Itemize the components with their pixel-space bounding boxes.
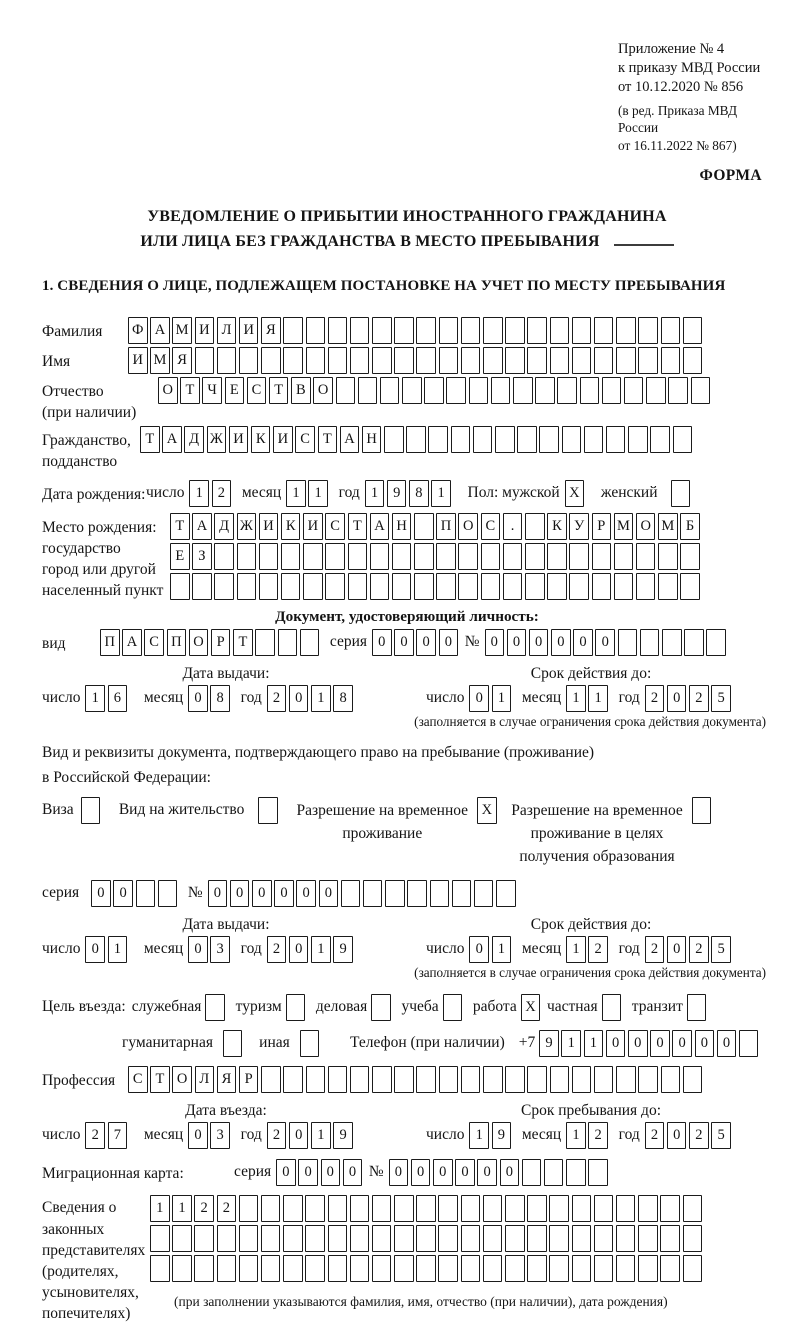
- gender-male-checkbox[interactable]: X: [565, 480, 587, 507]
- residence-series-boxes[interactable]: 0 0: [91, 880, 180, 907]
- stay-until-month[interactable]: 1 2: [566, 1122, 610, 1149]
- gender-male-label: Пол: мужской: [467, 484, 560, 502]
- identity-doc-heading: Документ, удостоверяющий личность:: [275, 608, 539, 626]
- title-underline: [614, 230, 674, 246]
- purpose-humanitarian-checkbox[interactable]: [223, 1030, 245, 1057]
- entry-day[interactable]: 2 7: [85, 1122, 129, 1149]
- identity-expiry-group: [426, 685, 772, 712]
- citizenship-row: [42, 426, 772, 472]
- migration-number-boxes[interactable]: 0 0 0 0 0 0: [389, 1159, 611, 1186]
- patronymic-label: [42, 377, 158, 423]
- birthplace-label-line: город или другой: [42, 561, 156, 579]
- annex-line: от 10.12.2020 № 856: [618, 78, 744, 95]
- purpose-label: Цель въезда:: [42, 998, 126, 1016]
- representatives-boxes-column: [150, 1193, 705, 1310]
- representatives-label-line: Сведения о: [42, 1199, 117, 1217]
- migration-series-label: серия: [234, 1163, 272, 1181]
- annex-line: к приказу МВД России: [618, 59, 761, 76]
- identity-expiry-year[interactable]: 2 0 2 5: [645, 685, 734, 712]
- representatives-label-line: усыновителях,: [42, 1283, 139, 1301]
- representatives-boxes-row2[interactable]: [150, 1225, 705, 1252]
- residence-expiry-year[interactable]: 2 0 2 5: [645, 936, 734, 963]
- month-label: месяц: [241, 484, 282, 502]
- birthplace-label: [42, 513, 170, 601]
- residence-series-row: [42, 880, 772, 907]
- residence-intro-line1: Вид и реквизиты документа, подтверждающего право на пребывание (проживание): [42, 744, 595, 762]
- option-visa: [42, 797, 103, 824]
- annex-header: [618, 40, 772, 154]
- form-title-line2-wrap: [42, 230, 772, 255]
- purpose-study-label: учеба: [401, 998, 439, 1016]
- purpose-tourism-checkbox[interactable]: [286, 994, 308, 1021]
- entry-year[interactable]: 2 0 1 9: [267, 1122, 356, 1149]
- month-label: месяц: [143, 940, 184, 958]
- year-label: год: [618, 689, 640, 707]
- stay-until-day[interactable]: 1 9: [469, 1122, 513, 1149]
- temp-residence-education-label-line: получения образования: [519, 848, 675, 866]
- residence-permit-checkbox[interactable]: [258, 797, 280, 824]
- birthdate-row: [42, 480, 772, 507]
- gender-female-label: женский: [600, 484, 658, 502]
- stay-until-group: [426, 1122, 772, 1149]
- surname-row: [42, 317, 772, 344]
- identity-issue-block: [42, 658, 410, 712]
- birthdate-label: Дата рождения:: [42, 486, 146, 504]
- annex-edition-line: от 16.11.2022 № 867): [618, 137, 737, 153]
- option-temp-residence-education: [511, 797, 714, 869]
- purpose-transit-label: транзит: [631, 998, 683, 1016]
- residence-issue-group: [42, 936, 410, 963]
- identity-doc-row: [42, 629, 772, 656]
- residence-issue-month[interactable]: 0 3: [188, 936, 232, 963]
- representatives-boxes-row3[interactable]: [150, 1255, 705, 1282]
- residence-expiry-day[interactable]: 0 1: [469, 936, 513, 963]
- identity-expiry-day[interactable]: 0 1: [469, 685, 513, 712]
- residence-expiry-block: [410, 909, 772, 963]
- identity-expiry-heading: Срок действия до:: [530, 665, 652, 683]
- day-label: число: [426, 1126, 465, 1144]
- year-label: год: [240, 689, 262, 707]
- identity-series-boxes[interactable]: 0 0 0 0: [372, 629, 461, 656]
- residence-expiry-note: (заполняется в случае ограничения срока действия документа): [414, 965, 766, 981]
- day-label: число: [426, 689, 465, 707]
- year-label: год: [338, 484, 360, 502]
- purpose-other-checkbox[interactable]: [300, 1030, 322, 1057]
- day-label: число: [426, 940, 465, 958]
- temp-residence-education-checkbox[interactable]: [692, 797, 714, 824]
- year-label: год: [240, 1126, 262, 1144]
- form-title: [42, 205, 772, 255]
- purpose-work-checkbox[interactable]: X: [521, 994, 543, 1021]
- form-title-line2: ИЛИ ЛИЦА БЕЗ ГРАЖДАНСТВА В МЕСТО ПРЕБЫВАНИЯ: [140, 232, 600, 250]
- representatives-label-line: законных: [42, 1220, 105, 1238]
- patronymic-label-line1: Отчество: [42, 382, 104, 400]
- migration-card-label: Миграционная карта:: [42, 1165, 184, 1183]
- identity-number-boxes[interactable]: 0 0 0 0 0 0: [485, 629, 729, 656]
- phone-boxes[interactable]: 9 1 1 0 0 0 0 0 0: [539, 1030, 761, 1057]
- year-label: год: [618, 1126, 640, 1144]
- identity-issue-heading: Дата выдачи:: [182, 665, 270, 683]
- temp-residence-label-line: проживание: [342, 824, 423, 842]
- identity-expiry-note: (заполняется в случае ограничения срока действия документа): [414, 714, 766, 730]
- migration-number-label: №: [368, 1163, 384, 1181]
- patronymic-row: [42, 377, 772, 423]
- purpose-row: [42, 994, 772, 1021]
- birth-day-boxes[interactable]: 1 2: [189, 480, 233, 507]
- identity-issue-month[interactable]: 0 8: [188, 685, 232, 712]
- name-boxes[interactable]: И М Я: [128, 347, 705, 374]
- visa-label: Виза: [42, 800, 74, 818]
- identity-dates: [42, 658, 772, 712]
- citizenship-label-line2: подданство: [42, 453, 118, 470]
- purpose-study-checkbox[interactable]: [443, 994, 465, 1021]
- temp-residence-education-label-line: Разрешение на временное: [511, 801, 683, 819]
- representatives-label-line: (родителях,: [42, 1262, 119, 1280]
- purpose-official-checkbox[interactable]: [205, 994, 227, 1021]
- entry-date-block: [42, 1095, 410, 1149]
- representatives-label: [42, 1193, 150, 1323]
- residence-issue-block: [42, 909, 410, 963]
- gender-female-checkbox[interactable]: [671, 480, 693, 507]
- residence-expiry-heading: Срок действия до:: [530, 916, 652, 934]
- phone-prefix: +7: [518, 1034, 536, 1052]
- purpose-transit-checkbox[interactable]: [687, 994, 709, 1021]
- identity-type-boxes[interactable]: П А С П О Р Т: [100, 629, 322, 656]
- residence-issue-day[interactable]: 0 1: [85, 936, 129, 963]
- residence-permit-label: Вид на жительство: [118, 800, 245, 818]
- visa-checkbox[interactable]: [81, 797, 103, 824]
- year-label: год: [618, 940, 640, 958]
- purpose-work-label: работа: [472, 998, 517, 1016]
- residence-options-row: [42, 797, 772, 869]
- representatives-label-line: попечителях): [42, 1304, 131, 1322]
- forma-label: ФОРМА: [699, 167, 762, 185]
- representatives-row: [42, 1193, 772, 1323]
- month-label: месяц: [521, 1126, 562, 1144]
- profession-label: Профессия: [42, 1072, 116, 1090]
- stay-until-block: [410, 1095, 772, 1149]
- purpose-other-label: иная: [259, 1034, 290, 1052]
- identity-issue-day[interactable]: 1 6: [85, 685, 129, 712]
- option-residence-permit: [119, 797, 281, 824]
- identity-type-label: вид: [42, 635, 66, 653]
- temp-residence-label-line: Разрешение на временное: [296, 801, 469, 819]
- annex-edition-line: (в ред. Приказа МВД России: [618, 102, 738, 136]
- year-label: год: [240, 940, 262, 958]
- identity-series-label: серия: [329, 633, 367, 651]
- citizenship-boxes[interactable]: Т А Д Ж И К И С Т А Н: [140, 426, 695, 453]
- residence-expiry-month[interactable]: 1 2: [566, 936, 610, 963]
- purpose-official-label: служебная: [131, 998, 202, 1016]
- identity-issue-group: [42, 685, 410, 712]
- temp-residence-checkbox[interactable]: X: [477, 797, 499, 824]
- birth-month-boxes[interactable]: 1 1: [286, 480, 330, 507]
- day-label: число: [42, 689, 81, 707]
- temp-residence-label: [297, 797, 469, 846]
- day-label: число: [42, 1126, 81, 1144]
- patronymic-boxes[interactable]: О Т Ч Е С Т В О: [158, 377, 713, 404]
- representatives-note: (при заполнении указываются фамилия, имя, отчество (при наличии), дата рождения): [174, 1294, 668, 1310]
- phone-label: Телефон (при наличии): [349, 1034, 505, 1052]
- purpose-humanitarian-label: гуманитарная: [122, 1034, 213, 1052]
- migration-series-boxes[interactable]: 0 0 0 0: [276, 1159, 365, 1186]
- birthplace-boxes-column: [170, 513, 703, 603]
- residence-series-label: серия: [42, 884, 80, 902]
- month-label: месяц: [521, 940, 562, 958]
- entry-date-heading: Дата въезда:: [185, 1102, 267, 1120]
- annex-edition: [618, 102, 772, 155]
- representatives-boxes-row1[interactable]: 1 1 2 2: [150, 1195, 705, 1222]
- citizenship-label: [42, 426, 140, 472]
- month-label: месяц: [143, 689, 184, 707]
- identity-issue-year[interactable]: 2 0 1 8: [267, 685, 356, 712]
- representatives-label-line: представителях: [42, 1241, 146, 1259]
- birthplace-boxes-row3[interactable]: [170, 573, 703, 600]
- day-label: число: [42, 940, 81, 958]
- residence-issue-heading: Дата выдачи:: [182, 916, 270, 934]
- purpose-private-label: частная: [546, 998, 598, 1016]
- surname-boxes[interactable]: Ф А М И Л И Я: [128, 317, 705, 344]
- month-label: месяц: [143, 1126, 184, 1144]
- residence-intro-line2: в Российской Федерации:: [42, 768, 211, 786]
- identity-expiry-month[interactable]: 1 1: [566, 685, 610, 712]
- name-label: Имя: [42, 352, 71, 370]
- residence-number-label: №: [187, 884, 203, 902]
- entry-dates: [42, 1095, 772, 1149]
- purpose-private-checkbox[interactable]: [602, 994, 624, 1021]
- name-row: [42, 347, 772, 374]
- section1-heading: 1. СВЕДЕНИЯ О ЛИЦЕ, ПОДЛЕЖАЩЕМ ПОСТАНОВКЕ НА УЧЕТ ПО МЕСТУ ПРЕБЫВАНИЯ: [42, 277, 726, 294]
- residence-expiry-group: [426, 936, 772, 963]
- purpose-row2: [42, 1030, 772, 1057]
- purpose-business-label: деловая: [315, 998, 368, 1016]
- profession-boxes[interactable]: С Т О Л Я Р: [128, 1066, 705, 1093]
- annex-line: Приложение № 4: [618, 41, 725, 57]
- birth-year-boxes[interactable]: 1 9 8 1: [365, 480, 454, 507]
- temp-residence-education-label: [511, 797, 683, 869]
- birthplace-row: [42, 513, 772, 603]
- stay-until-year[interactable]: 2 0 2 5: [645, 1122, 734, 1149]
- migration-card-row: [42, 1159, 772, 1186]
- surname-label: Фамилия: [42, 322, 103, 340]
- residence-intro: [42, 741, 772, 791]
- month-label: месяц: [521, 689, 562, 707]
- profession-row: [42, 1066, 772, 1093]
- option-temp-residence: [297, 797, 500, 846]
- entry-date-group: [42, 1122, 410, 1149]
- stay-until-heading: Срок пребывания до:: [521, 1102, 661, 1120]
- form-title-line1: УВЕДОМЛЕНИЕ О ПРИБЫТИИ ИНОСТРАННОГО ГРАЖДАНИНА: [147, 208, 667, 226]
- birthplace-label-line: государство: [42, 540, 121, 558]
- residence-dates: [42, 909, 772, 963]
- birthplace-boxes-row1[interactable]: Т А Д Ж И К И С Т А Н П О С . К У Р М О М Б: [170, 513, 703, 540]
- residence-number-boxes[interactable]: 0 0 0 0 0 0: [208, 880, 519, 907]
- purpose-business-checkbox[interactable]: [371, 994, 393, 1021]
- citizenship-label-line1: Гражданство,: [42, 431, 131, 449]
- birthplace-boxes-row2[interactable]: Е З: [170, 543, 703, 570]
- residence-issue-year[interactable]: 2 0 1 9: [267, 936, 356, 963]
- entry-month[interactable]: 0 3: [188, 1122, 232, 1149]
- day-label: число: [146, 484, 185, 502]
- purpose-tourism-label: туризм: [235, 998, 282, 1016]
- birthplace-label-line: населенный пункт: [42, 582, 164, 600]
- identity-expiry-block: [410, 658, 772, 712]
- birthplace-label-line: Место рождения:: [42, 519, 157, 537]
- temp-residence-education-label-line: проживание в целях: [530, 824, 664, 842]
- identity-number-label: №: [464, 633, 480, 651]
- patronymic-label-line2: (при наличии): [42, 403, 137, 421]
